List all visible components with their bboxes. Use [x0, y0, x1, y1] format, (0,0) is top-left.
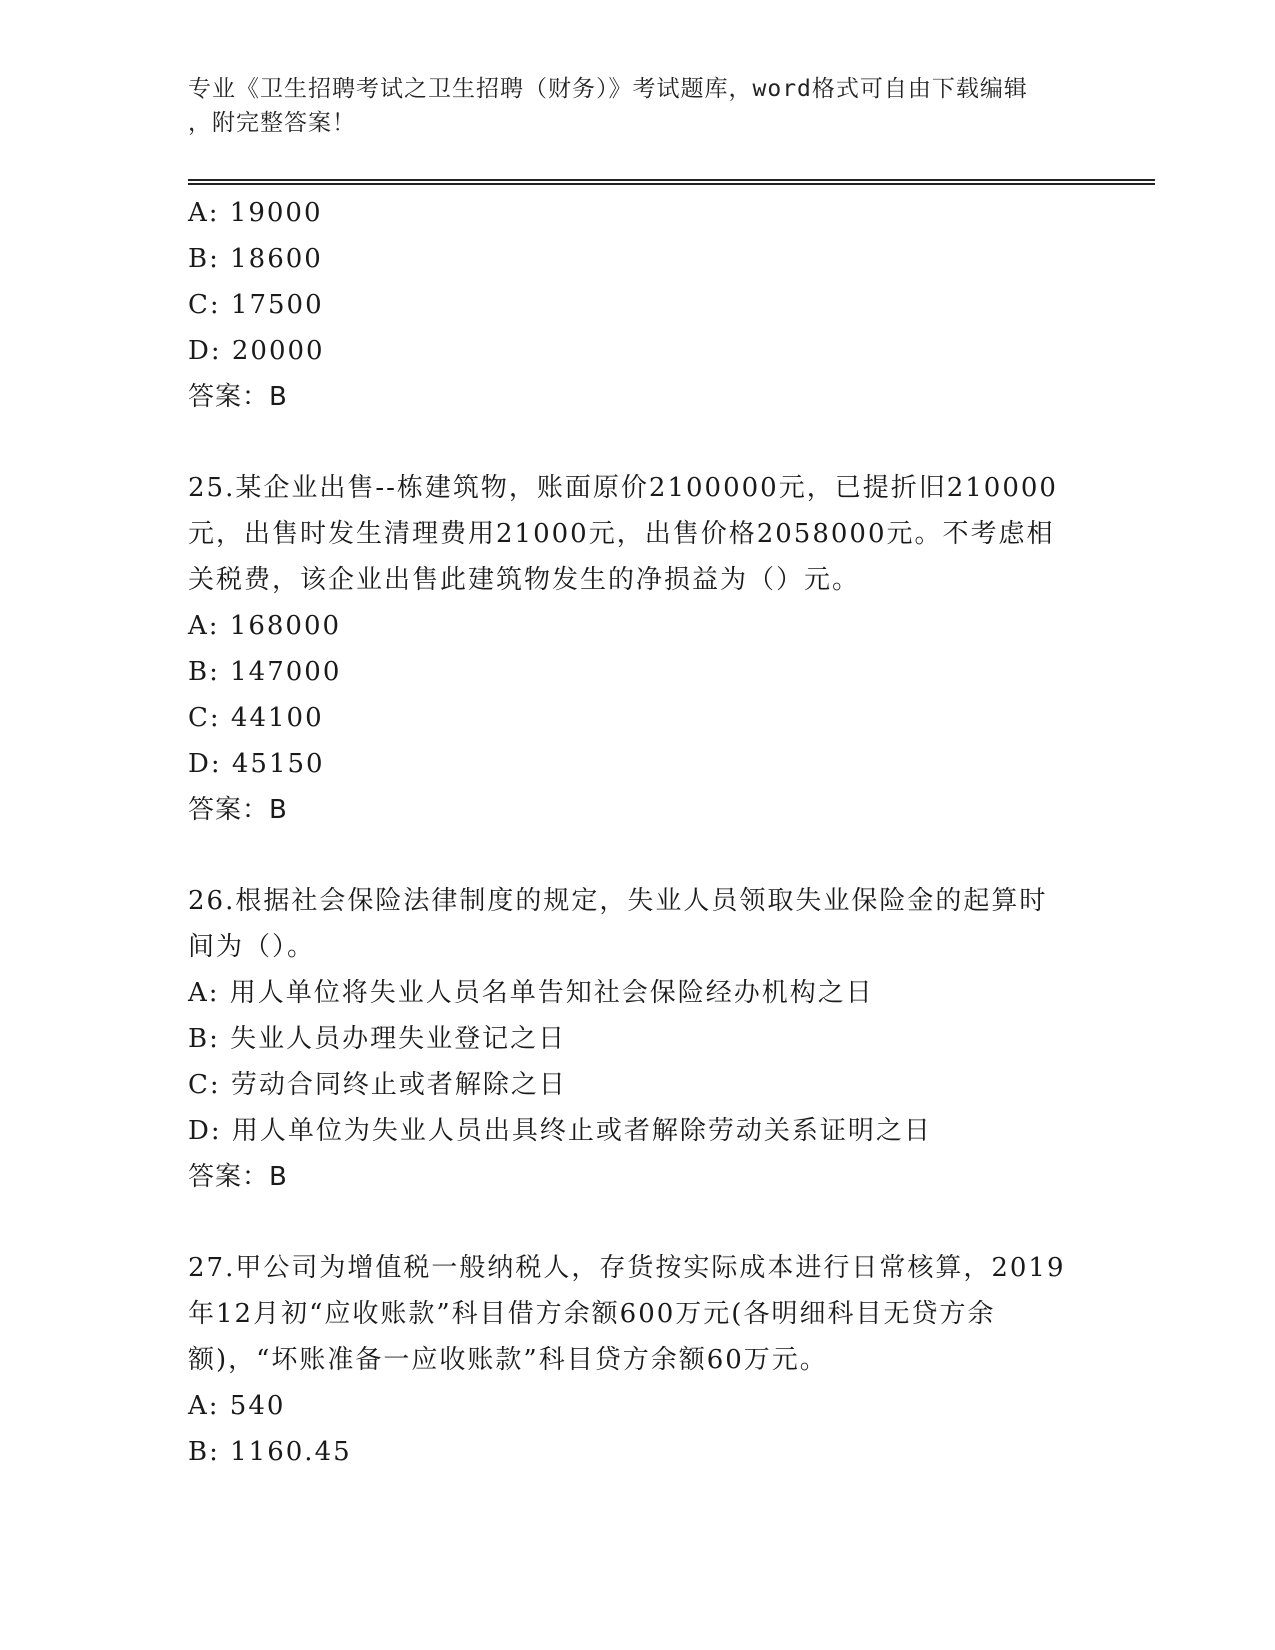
option-c: C: 44100	[188, 703, 324, 733]
answer: 答案：B	[188, 382, 288, 412]
answer: 答案：B	[188, 795, 288, 825]
option-b: B: 147000	[188, 657, 342, 687]
option-a: A: 168000	[188, 611, 342, 641]
header-line-2: ，附完整答案！	[188, 110, 356, 136]
question-block-25	[188, 465, 1088, 833]
document-body	[188, 190, 1088, 1475]
option-a: A: 540	[188, 1391, 286, 1421]
header-divider-top	[188, 179, 1155, 181]
question-text-line: 额)，“坏账准备一应收账款”科目贷方余额60万元。	[188, 1345, 828, 1375]
question-text-line: 元，出售时发生清理费用21000元，出售价格2058000元。不考虑相	[188, 519, 1055, 549]
question-text-line: 27.甲公司为增值税一般纳税人，存货按实际成本进行日常核算，2019	[188, 1253, 1066, 1283]
option-d: D: 20000	[188, 336, 325, 366]
option-d: D: 45150	[188, 749, 325, 779]
option-b: B: 1160.45	[188, 1437, 352, 1467]
option-d: D: 用人单位为失业人员出具终止或者解除劳动关系证明之日	[188, 1116, 932, 1146]
question-text-line: 关税费，该企业出售此建筑物发生的净损益为（）元。	[188, 565, 861, 595]
option-b: B: 失业人员办理失业登记之日	[188, 1024, 567, 1054]
option-c: C: 17500	[188, 290, 324, 320]
header-divider-bottom	[188, 183, 1155, 185]
answer: 答案：B	[188, 1162, 288, 1192]
question-text-line: 间为（）。	[188, 932, 316, 962]
option-c: C: 劳动合同终止或者解除之日	[188, 1070, 567, 1100]
option-a: A: 用人单位将失业人员名单告知社会保险经办机构之日	[188, 978, 874, 1008]
question-block-26	[188, 878, 1088, 1200]
question-block-27	[188, 1245, 1088, 1475]
question-text-line: 年12月初“应收账款”科目借方余额600万元(各明细科目无贷方余	[188, 1299, 996, 1329]
header-line-1: 专业《卫生招聘考试之卫生招聘（财务）》考试题库，word格式可自由下载编辑	[188, 76, 1028, 102]
question-text-line: 25.某企业出售--栋建筑物，账面原价2100000元，已提折旧210000	[188, 473, 1058, 503]
option-a: A: 19000	[188, 198, 323, 228]
document-header	[188, 72, 1088, 140]
option-b: B: 18600	[188, 244, 323, 274]
question-block-24	[188, 190, 1088, 420]
question-text-line: 26.根据社会保险法律制度的规定，失业人员领取失业保险金的起算时	[188, 886, 1048, 916]
